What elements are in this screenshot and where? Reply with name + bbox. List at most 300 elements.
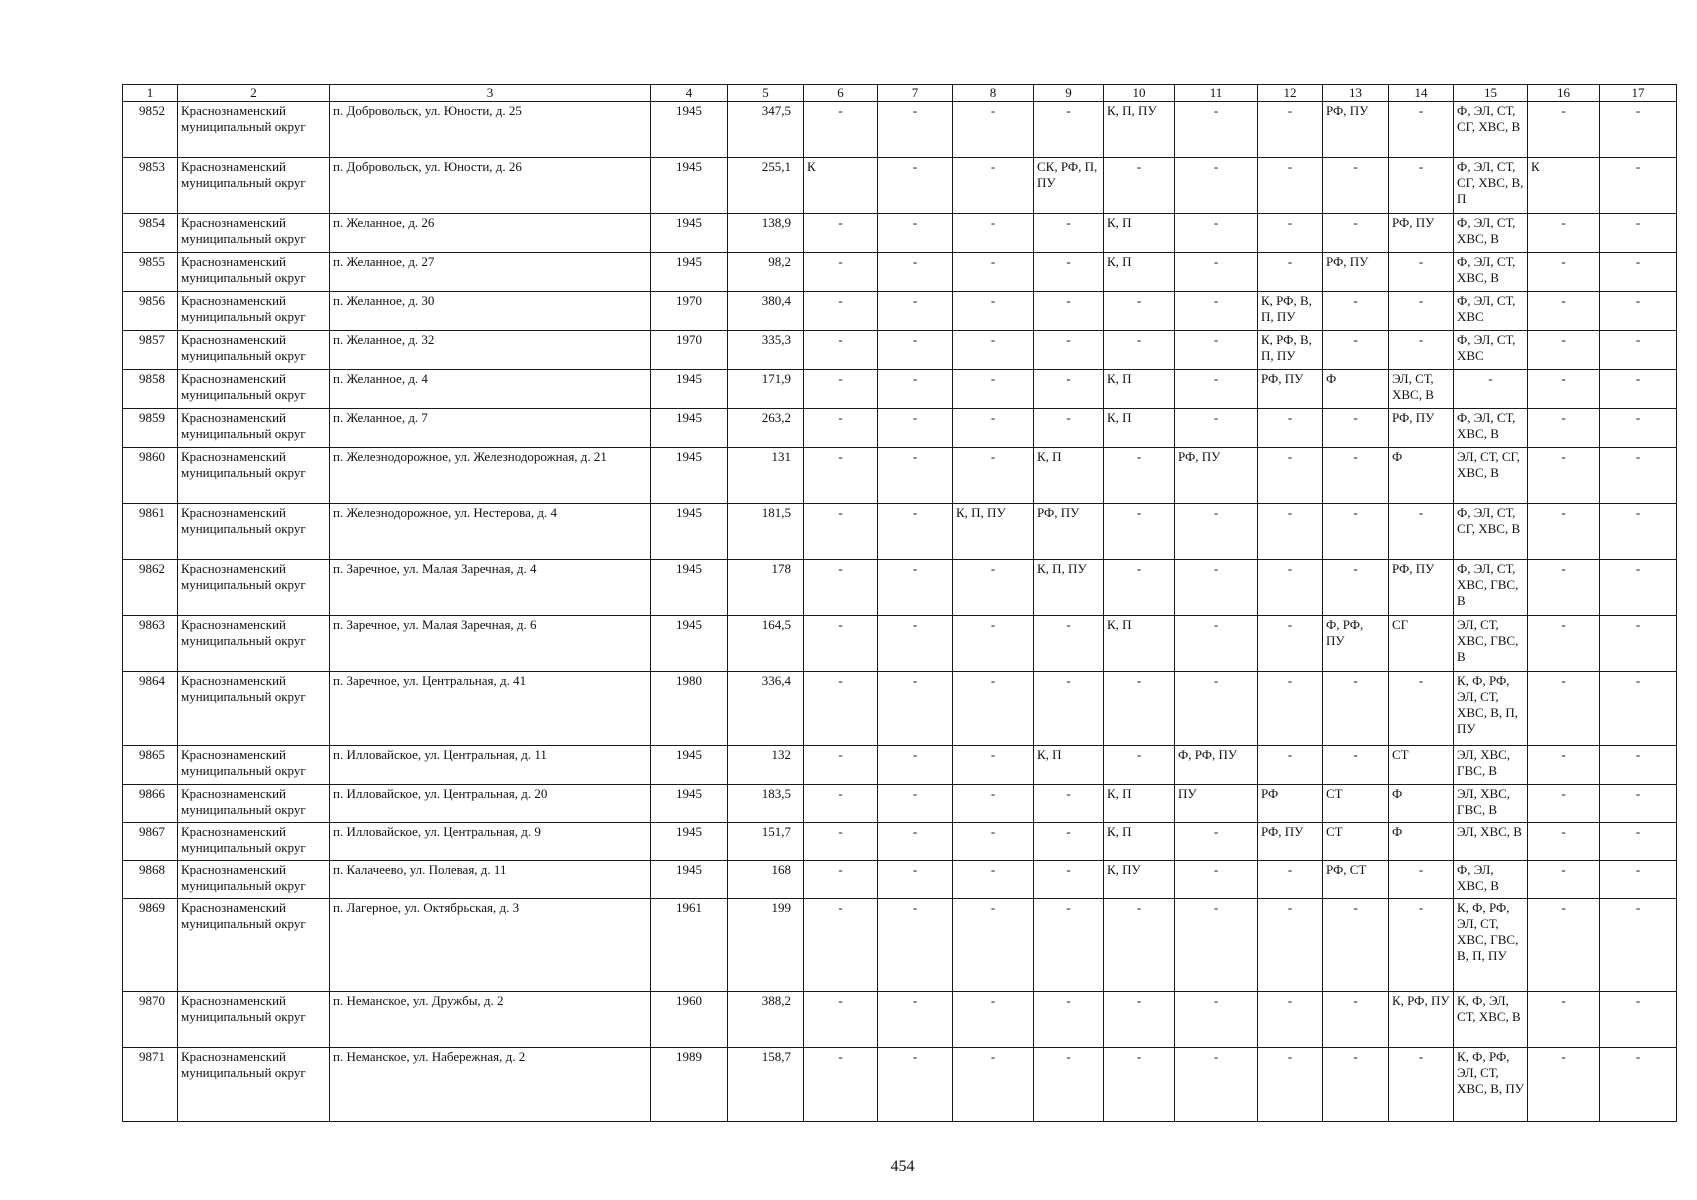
cell-area: 178	[728, 560, 804, 616]
table-row	[123, 253, 1677, 292]
cell-municipality: Краснознаменский муниципальный округ	[178, 899, 330, 992]
cell-col-7: -	[878, 214, 953, 253]
cell-col-8: -	[953, 785, 1034, 823]
cell-year-built: 1961	[651, 899, 728, 992]
cell-col-12: -	[1258, 899, 1323, 992]
cell-col-7: -	[878, 102, 953, 158]
cell-address: п. Железнодорожное, ул. Железнодорожная, д. 21	[330, 448, 651, 504]
cell-col-7: -	[878, 823, 953, 861]
cell-col-14: -	[1389, 899, 1454, 992]
cell-col-6: -	[804, 746, 878, 785]
cell-col-8: -	[953, 409, 1034, 448]
cell-municipality: Краснознаменский муниципальный округ	[178, 992, 330, 1048]
cell-row-number: 9866	[123, 785, 178, 823]
cell-col-13: Ф	[1323, 370, 1389, 409]
cell-year-built: 1980	[651, 672, 728, 746]
cell-col-8: -	[953, 746, 1034, 785]
cell-col-7: -	[878, 504, 953, 560]
cell-area: 138,9	[728, 214, 804, 253]
cell-row-number: 9871	[123, 1048, 178, 1122]
cell-area: 336,4	[728, 672, 804, 746]
cell-col-14: РФ, ПУ	[1389, 214, 1454, 253]
cell-col-12: -	[1258, 1048, 1323, 1122]
cell-municipality: Краснознаменский муниципальный округ	[178, 504, 330, 560]
cell-col-7: -	[878, 292, 953, 331]
cell-col-9: -	[1034, 292, 1104, 331]
cell-year-built: 1970	[651, 331, 728, 370]
cell-col-12: К, РФ, В, П, ПУ	[1258, 292, 1323, 331]
cell-year-built: 1945	[651, 823, 728, 861]
table-row	[123, 370, 1677, 409]
cell-col-10: К, П	[1104, 616, 1175, 672]
cell-col-14: Ф	[1389, 448, 1454, 504]
cell-col-8: -	[953, 899, 1034, 992]
column-number-14: 14	[1389, 85, 1454, 102]
cell-area: 263,2	[728, 409, 804, 448]
cell-col-16: -	[1528, 409, 1600, 448]
cell-col-17: -	[1600, 785, 1677, 823]
cell-municipality: Краснознаменский муниципальный округ	[178, 448, 330, 504]
cell-col-12: -	[1258, 616, 1323, 672]
cell-col-15: Ф, ЭЛ, СТ, ХВС	[1454, 292, 1528, 331]
column-number-17: 17	[1600, 85, 1677, 102]
cell-col-6: -	[804, 823, 878, 861]
cell-col-6: -	[804, 504, 878, 560]
table-row	[123, 672, 1677, 746]
cell-area: 131	[728, 448, 804, 504]
cell-col-6: К	[804, 158, 878, 214]
cell-col-16: -	[1528, 992, 1600, 1048]
cell-row-number: 9860	[123, 448, 178, 504]
cell-col-6: -	[804, 616, 878, 672]
cell-year-built: 1945	[651, 102, 728, 158]
cell-address: п. Неманское, ул. Набережная, д. 2	[330, 1048, 651, 1122]
cell-address: п. Заречное, ул. Малая Заречная, д. 6	[330, 616, 651, 672]
cell-year-built: 1945	[651, 785, 728, 823]
cell-col-11: -	[1175, 331, 1258, 370]
cell-col-15: К, Ф, РФ, ЭЛ, СТ, ХВС, В, П, ПУ	[1454, 672, 1528, 746]
cell-col-15: -	[1454, 370, 1528, 409]
cell-col-14: СТ	[1389, 746, 1454, 785]
cell-col-12: -	[1258, 504, 1323, 560]
table-row	[123, 746, 1677, 785]
cell-col-17: -	[1600, 292, 1677, 331]
cell-col-8: -	[953, 672, 1034, 746]
cell-col-7: -	[878, 861, 953, 899]
cell-col-9: -	[1034, 214, 1104, 253]
cell-col-16: -	[1528, 785, 1600, 823]
cell-col-8: -	[953, 992, 1034, 1048]
column-number-6: 6	[804, 85, 878, 102]
cell-year-built: 1945	[651, 861, 728, 899]
cell-col-6: -	[804, 253, 878, 292]
cell-address: п. Желанное, д. 27	[330, 253, 651, 292]
cell-col-11: -	[1175, 158, 1258, 214]
cell-col-15: Ф, ЭЛ, СТ, ХВС, В	[1454, 253, 1528, 292]
cell-col-17: -	[1600, 158, 1677, 214]
cell-address: п. Неманское, ул. Дружбы, д. 2	[330, 992, 651, 1048]
cell-col-15: Ф, ЭЛ, СТ, ХВС, ГВС, В	[1454, 560, 1528, 616]
cell-col-9: -	[1034, 785, 1104, 823]
cell-col-7: -	[878, 448, 953, 504]
cell-col-8: К, П, ПУ	[953, 504, 1034, 560]
cell-col-14: -	[1389, 158, 1454, 214]
cell-col-12: -	[1258, 409, 1323, 448]
cell-col-13: -	[1323, 214, 1389, 253]
cell-col-10: К, П	[1104, 409, 1175, 448]
cell-address: п. Илловайское, ул. Центральная, д. 11	[330, 746, 651, 785]
column-number-8: 8	[953, 85, 1034, 102]
cell-col-9: -	[1034, 370, 1104, 409]
cell-col-6: -	[804, 672, 878, 746]
cell-col-8: -	[953, 331, 1034, 370]
cell-col-14: -	[1389, 1048, 1454, 1122]
cell-col-17: -	[1600, 102, 1677, 158]
cell-row-number: 9859	[123, 409, 178, 448]
cell-row-number: 9867	[123, 823, 178, 861]
cell-col-17: -	[1600, 504, 1677, 560]
cell-col-13: -	[1323, 331, 1389, 370]
cell-address: п. Желанное, д. 30	[330, 292, 651, 331]
cell-municipality: Краснознаменский муниципальный округ	[178, 785, 330, 823]
cell-col-8: -	[953, 102, 1034, 158]
cell-col-9: СК, РФ, П, ПУ	[1034, 158, 1104, 214]
cell-col-16: -	[1528, 214, 1600, 253]
cell-col-9: -	[1034, 992, 1104, 1048]
cell-col-6: -	[804, 1048, 878, 1122]
cell-col-8: -	[953, 616, 1034, 672]
cell-area: 168	[728, 861, 804, 899]
cell-address: п. Железнодорожное, ул. Нестерова, д. 4	[330, 504, 651, 560]
cell-col-9: -	[1034, 616, 1104, 672]
column-number-3: 3	[330, 85, 651, 102]
cell-address: п. Желанное, д. 32	[330, 331, 651, 370]
table-row	[123, 448, 1677, 504]
cell-col-14: Ф	[1389, 823, 1454, 861]
cell-col-15: ЭЛ, ХВС, В	[1454, 823, 1528, 861]
cell-year-built: 1945	[651, 504, 728, 560]
cell-col-11: РФ, ПУ	[1175, 448, 1258, 504]
cell-col-14: -	[1389, 102, 1454, 158]
cell-col-13: РФ, ПУ	[1323, 253, 1389, 292]
cell-row-number: 9864	[123, 672, 178, 746]
cell-col-16: -	[1528, 331, 1600, 370]
cell-col-14: Ф	[1389, 785, 1454, 823]
cell-col-14: -	[1389, 292, 1454, 331]
cell-row-number: 9865	[123, 746, 178, 785]
cell-col-11: -	[1175, 560, 1258, 616]
cell-col-8: -	[953, 253, 1034, 292]
cell-area: 347,5	[728, 102, 804, 158]
cell-col-17: -	[1600, 992, 1677, 1048]
cell-col-9: К, П	[1034, 746, 1104, 785]
cell-col-10: К, П	[1104, 253, 1175, 292]
cell-col-13: -	[1323, 448, 1389, 504]
cell-area: 158,7	[728, 1048, 804, 1122]
table-row	[123, 616, 1677, 672]
cell-col-17: -	[1600, 448, 1677, 504]
cell-address: п. Желанное, д. 26	[330, 214, 651, 253]
cell-col-6: -	[804, 409, 878, 448]
cell-col-10: К, П, ПУ	[1104, 102, 1175, 158]
cell-area: 388,2	[728, 992, 804, 1048]
cell-col-11: -	[1175, 899, 1258, 992]
table-row	[123, 861, 1677, 899]
cell-col-12: -	[1258, 861, 1323, 899]
cell-col-12: -	[1258, 746, 1323, 785]
cell-col-16: -	[1528, 292, 1600, 331]
column-number-10: 10	[1104, 85, 1175, 102]
cell-municipality: Краснознаменский муниципальный округ	[178, 331, 330, 370]
cell-row-number: 9854	[123, 214, 178, 253]
cell-row-number: 9853	[123, 158, 178, 214]
cell-col-10: К, П	[1104, 370, 1175, 409]
cell-col-9: К, П	[1034, 448, 1104, 504]
cell-municipality: Краснознаменский муниципальный округ	[178, 616, 330, 672]
cell-municipality: Краснознаменский муниципальный округ	[178, 292, 330, 331]
cell-col-16: -	[1528, 746, 1600, 785]
cell-col-13: -	[1323, 409, 1389, 448]
cell-col-15: К, Ф, ЭЛ, СТ, ХВС, В	[1454, 992, 1528, 1048]
column-number-11: 11	[1175, 85, 1258, 102]
cell-col-9: -	[1034, 409, 1104, 448]
cell-col-13: -	[1323, 292, 1389, 331]
cell-col-8: -	[953, 1048, 1034, 1122]
cell-col-13: РФ, СТ	[1323, 861, 1389, 899]
cell-col-10: К, П	[1104, 785, 1175, 823]
cell-col-11: -	[1175, 992, 1258, 1048]
table-row	[123, 214, 1677, 253]
cell-col-11: -	[1175, 1048, 1258, 1122]
cell-col-9: -	[1034, 102, 1104, 158]
cell-col-15: Ф, ЭЛ, СТ, ХВС, В	[1454, 409, 1528, 448]
cell-col-16: -	[1528, 861, 1600, 899]
cell-col-8: -	[953, 823, 1034, 861]
cell-col-6: -	[804, 861, 878, 899]
cell-col-9: -	[1034, 823, 1104, 861]
registry-table	[122, 84, 1677, 1122]
cell-year-built: 1945	[651, 370, 728, 409]
cell-year-built: 1945	[651, 409, 728, 448]
cell-col-6: -	[804, 214, 878, 253]
cell-col-7: -	[878, 785, 953, 823]
cell-area: 132	[728, 746, 804, 785]
cell-col-11: -	[1175, 823, 1258, 861]
cell-col-13: -	[1323, 560, 1389, 616]
cell-col-14: -	[1389, 861, 1454, 899]
cell-col-7: -	[878, 370, 953, 409]
cell-col-15: ЭЛ, СТ, СГ, ХВС, В	[1454, 448, 1528, 504]
table-row	[123, 785, 1677, 823]
cell-col-7: -	[878, 672, 953, 746]
table-row	[123, 409, 1677, 448]
cell-municipality: Краснознаменский муниципальный округ	[178, 746, 330, 785]
cell-col-10: -	[1104, 672, 1175, 746]
cell-col-12: -	[1258, 158, 1323, 214]
cell-area: 183,5	[728, 785, 804, 823]
cell-col-15: К, Ф, РФ, ЭЛ, СТ, ХВС, В, ПУ	[1454, 1048, 1528, 1122]
cell-col-17: -	[1600, 861, 1677, 899]
cell-municipality: Краснознаменский муниципальный округ	[178, 370, 330, 409]
cell-col-15: Ф, ЭЛ, ХВС, В	[1454, 861, 1528, 899]
cell-col-16: К	[1528, 158, 1600, 214]
table-row	[123, 331, 1677, 370]
cell-col-11: -	[1175, 292, 1258, 331]
column-number-13: 13	[1323, 85, 1389, 102]
cell-col-7: -	[878, 560, 953, 616]
cell-col-10: -	[1104, 1048, 1175, 1122]
table-row	[123, 560, 1677, 616]
cell-col-16: -	[1528, 560, 1600, 616]
cell-area: 171,9	[728, 370, 804, 409]
cell-col-11: -	[1175, 214, 1258, 253]
cell-col-15: ЭЛ, СТ, ХВС, ГВС, В	[1454, 616, 1528, 672]
cell-col-11: -	[1175, 102, 1258, 158]
cell-year-built: 1945	[651, 253, 728, 292]
column-number-row	[123, 85, 1677, 102]
cell-row-number: 9855	[123, 253, 178, 292]
cell-municipality: Краснознаменский муниципальный округ	[178, 823, 330, 861]
cell-year-built: 1989	[651, 1048, 728, 1122]
cell-address: п. Илловайское, ул. Центральная, д. 9	[330, 823, 651, 861]
cell-col-17: -	[1600, 370, 1677, 409]
cell-col-12: -	[1258, 992, 1323, 1048]
cell-row-number: 9858	[123, 370, 178, 409]
cell-municipality: Краснознаменский муниципальный округ	[178, 672, 330, 746]
cell-col-8: -	[953, 560, 1034, 616]
cell-municipality: Краснознаменский муниципальный округ	[178, 253, 330, 292]
column-number-9: 9	[1034, 85, 1104, 102]
cell-col-6: -	[804, 448, 878, 504]
cell-year-built: 1945	[651, 158, 728, 214]
cell-col-14: -	[1389, 504, 1454, 560]
cell-col-16: -	[1528, 1048, 1600, 1122]
cell-area: 164,5	[728, 616, 804, 672]
table-row	[123, 102, 1677, 158]
cell-area: 335,3	[728, 331, 804, 370]
cell-col-6: -	[804, 560, 878, 616]
cell-col-17: -	[1600, 253, 1677, 292]
cell-col-12: РФ	[1258, 785, 1323, 823]
cell-col-11: -	[1175, 409, 1258, 448]
cell-col-15: ЭЛ, ХВС, ГВС, В	[1454, 746, 1528, 785]
cell-year-built: 1945	[651, 616, 728, 672]
cell-col-14: РФ, ПУ	[1389, 409, 1454, 448]
column-number-7: 7	[878, 85, 953, 102]
cell-col-7: -	[878, 899, 953, 992]
page-number-container	[0, 1158, 1697, 1176]
cell-col-16: -	[1528, 504, 1600, 560]
cell-year-built: 1945	[651, 746, 728, 785]
cell-col-7: -	[878, 992, 953, 1048]
cell-year-built: 1945	[651, 214, 728, 253]
cell-col-8: -	[953, 292, 1034, 331]
cell-col-17: -	[1600, 331, 1677, 370]
cell-row-number: 9856	[123, 292, 178, 331]
cell-area: 151,7	[728, 823, 804, 861]
cell-area: 255,1	[728, 158, 804, 214]
cell-col-12: -	[1258, 448, 1323, 504]
cell-col-14: РФ, ПУ	[1389, 560, 1454, 616]
cell-col-6: -	[804, 899, 878, 992]
cell-col-6: -	[804, 102, 878, 158]
cell-col-11: ПУ	[1175, 785, 1258, 823]
cell-col-10: К, П	[1104, 214, 1175, 253]
cell-col-17: -	[1600, 672, 1677, 746]
table-row	[123, 992, 1677, 1048]
cell-col-12: РФ, ПУ	[1258, 823, 1323, 861]
cell-col-14: К, РФ, ПУ	[1389, 992, 1454, 1048]
cell-address: п. Калачеево, ул. Полевая, д. 11	[330, 861, 651, 899]
cell-address: п. Заречное, ул. Центральная, д. 41	[330, 672, 651, 746]
cell-col-15: Ф, ЭЛ, СТ, СГ, ХВС, В	[1454, 102, 1528, 158]
table-body	[123, 102, 1677, 1122]
cell-col-10: -	[1104, 746, 1175, 785]
cell-col-10: К, П	[1104, 823, 1175, 861]
cell-col-6: -	[804, 992, 878, 1048]
cell-col-13: РФ, ПУ	[1323, 102, 1389, 158]
cell-row-number: 9861	[123, 504, 178, 560]
cell-row-number: 9852	[123, 102, 178, 158]
cell-area: 199	[728, 899, 804, 992]
cell-row-number: 9868	[123, 861, 178, 899]
cell-area: 380,4	[728, 292, 804, 331]
cell-municipality: Краснознаменский муниципальный округ	[178, 214, 330, 253]
cell-col-11: -	[1175, 672, 1258, 746]
cell-col-10: -	[1104, 899, 1175, 992]
cell-col-17: -	[1600, 823, 1677, 861]
cell-col-7: -	[878, 253, 953, 292]
cell-col-17: -	[1600, 1048, 1677, 1122]
cell-col-6: -	[804, 331, 878, 370]
cell-year-built: 1970	[651, 292, 728, 331]
cell-col-17: -	[1600, 409, 1677, 448]
cell-row-number: 9857	[123, 331, 178, 370]
cell-col-16: -	[1528, 823, 1600, 861]
cell-col-15: Ф, ЭЛ, СТ, СГ, ХВС, В, П	[1454, 158, 1528, 214]
cell-col-13: -	[1323, 504, 1389, 560]
table-row	[123, 292, 1677, 331]
cell-col-9: К, П, ПУ	[1034, 560, 1104, 616]
cell-col-11: -	[1175, 861, 1258, 899]
cell-col-7: -	[878, 616, 953, 672]
cell-col-15: Ф, ЭЛ, СТ, ХВС, В	[1454, 214, 1528, 253]
cell-col-13: СТ	[1323, 823, 1389, 861]
cell-col-8: -	[953, 214, 1034, 253]
cell-col-16: -	[1528, 672, 1600, 746]
cell-col-10: К, ПУ	[1104, 861, 1175, 899]
cell-col-9: -	[1034, 899, 1104, 992]
cell-col-13: Ф, РФ, ПУ	[1323, 616, 1389, 672]
cell-col-13: -	[1323, 672, 1389, 746]
cell-col-15: К, Ф, РФ, ЭЛ, СТ, ХВС, ГВС, В, П, ПУ	[1454, 899, 1528, 992]
cell-col-15: Ф, ЭЛ, СТ, СГ, ХВС, В	[1454, 504, 1528, 560]
cell-col-9: -	[1034, 861, 1104, 899]
cell-col-11: -	[1175, 504, 1258, 560]
cell-municipality: Краснознаменский муниципальный округ	[178, 409, 330, 448]
cell-col-11: -	[1175, 616, 1258, 672]
cell-col-9: -	[1034, 672, 1104, 746]
cell-col-8: -	[953, 158, 1034, 214]
cell-col-7: -	[878, 158, 953, 214]
cell-col-16: -	[1528, 102, 1600, 158]
cell-col-15: Ф, ЭЛ, СТ, ХВС	[1454, 331, 1528, 370]
cell-address: п. Добровольск, ул. Юности, д. 26	[330, 158, 651, 214]
column-number-5: 5	[728, 85, 804, 102]
cell-col-16: -	[1528, 616, 1600, 672]
cell-col-8: -	[953, 448, 1034, 504]
cell-municipality: Краснознаменский муниципальный округ	[178, 102, 330, 158]
